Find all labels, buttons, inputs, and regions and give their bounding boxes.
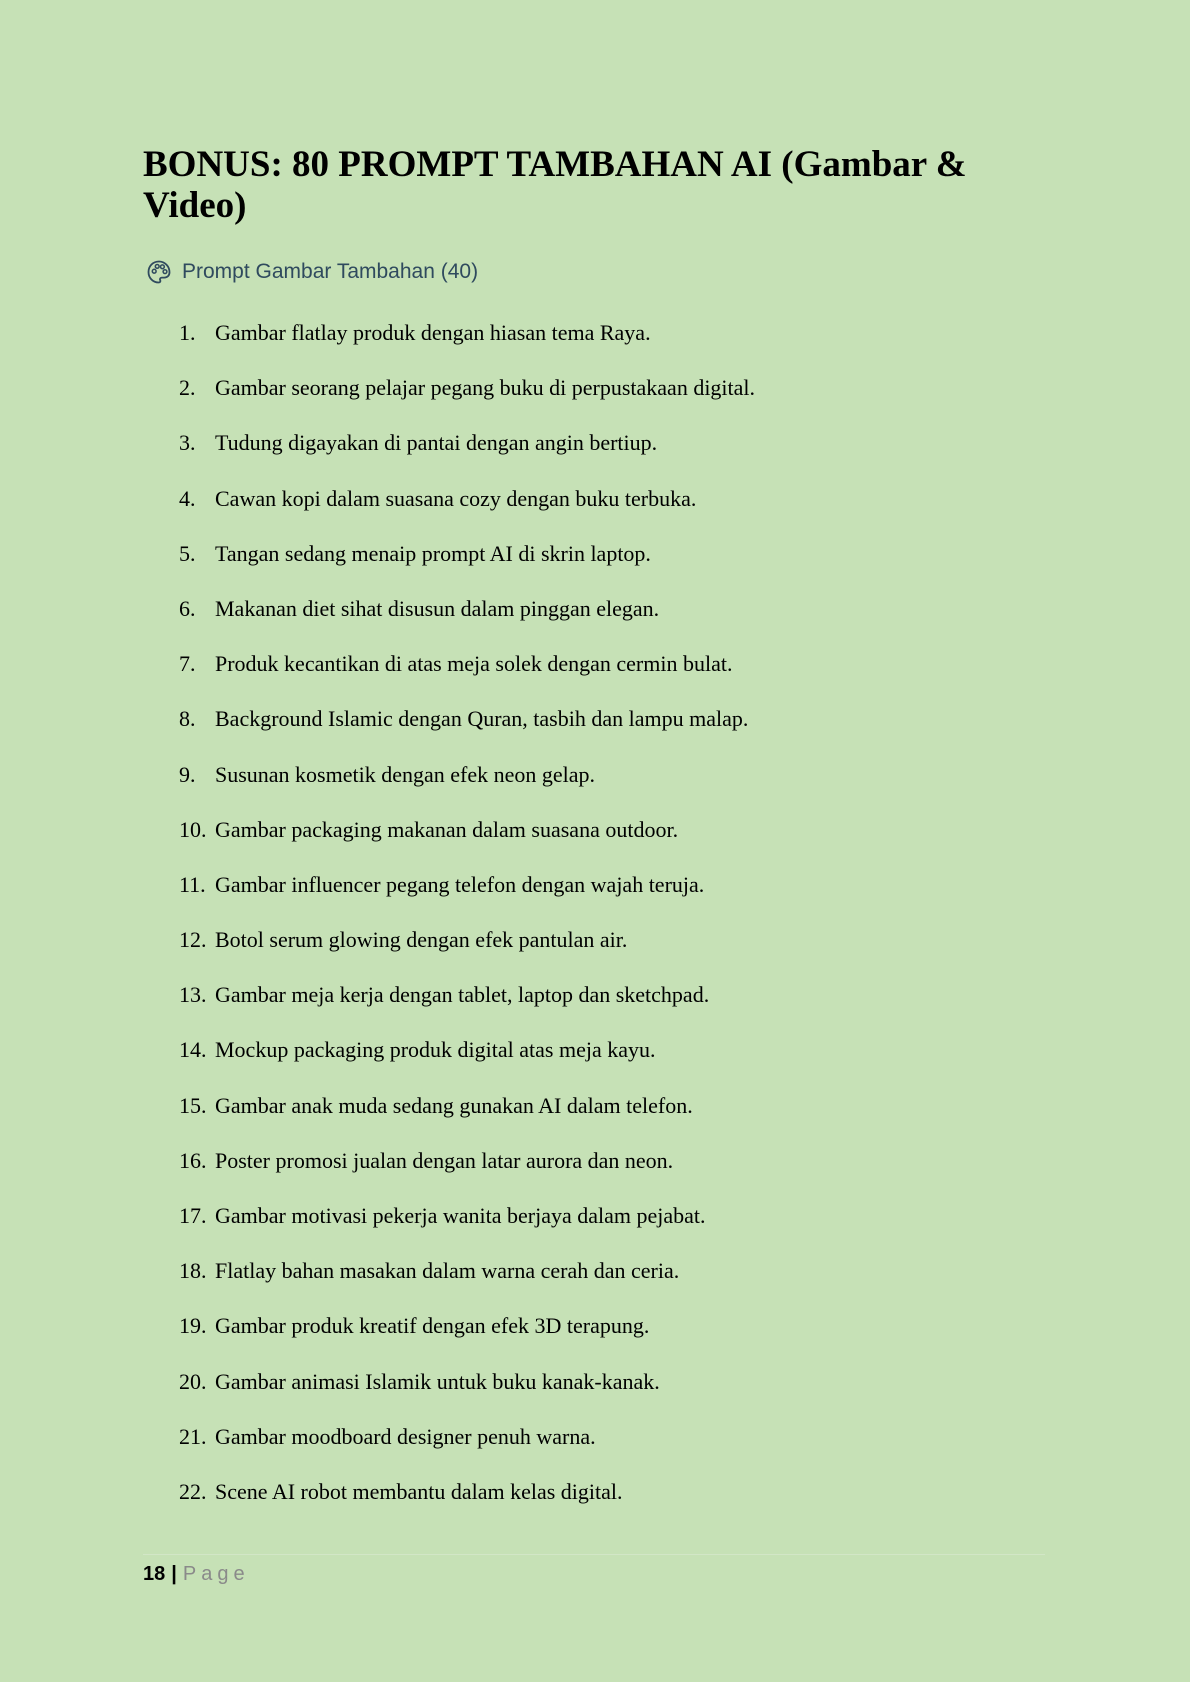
list-item-text: Gambar flatlay produk dengan hiasan tema Raya. xyxy=(215,320,651,345)
list-item-text: Gambar packaging makanan dalam suasana outdoor. xyxy=(215,816,679,842)
list-item-number: 20. xyxy=(179,1368,207,1394)
list-item-number: 8. xyxy=(179,706,196,732)
page-label: Page xyxy=(182,1563,250,1585)
list-item-number: 18. xyxy=(179,1258,207,1284)
list-item-number: 19. xyxy=(179,1313,207,1339)
list-item-number: 22. xyxy=(179,1478,207,1504)
list-item-text: Tangan sedang menaip prompt AI di skrin laptop. xyxy=(215,540,651,566)
list-item-number: 16. xyxy=(179,1147,207,1173)
footer-separator: | xyxy=(171,1563,177,1585)
section-subheading xyxy=(146,259,478,285)
list-item-number: 5. xyxy=(179,540,196,566)
list-item-number: 15. xyxy=(179,1092,207,1118)
list-item-number: 4. xyxy=(179,485,196,511)
list-item-number: 2. xyxy=(179,375,196,401)
list-item-text: Poster promosi jualan dengan latar aurora dan neon. xyxy=(215,1147,674,1173)
list-item-number: 14. xyxy=(179,1037,207,1063)
list-item-text: Gambar influencer pegang telefon dengan wajah teruja. xyxy=(215,871,705,897)
list-item-number: 12. xyxy=(179,927,207,953)
list-item-number: 11. xyxy=(179,871,206,897)
list-item-text: Scene AI robot membantu dalam kelas digital. xyxy=(215,1478,623,1504)
page-number: 18 xyxy=(143,1563,166,1585)
page-footer xyxy=(143,1560,250,1588)
list-item-text: Tudung digayakan di pantai dengan angin bertiup. xyxy=(215,430,658,456)
list-item-number: 9. xyxy=(179,761,196,787)
list-item-number: 3. xyxy=(179,430,196,456)
list-item-number: 1. xyxy=(179,320,196,345)
list-item-text: Botol serum glowing dengan efek pantulan air. xyxy=(215,927,628,953)
list-item-text: Background Islamic dengan Quran, tasbih dan lampu malap. xyxy=(215,706,749,732)
list-item-number: 7. xyxy=(179,651,196,677)
list-item-text: Gambar meja kerja dengan tablet, laptop dan sketchpad. xyxy=(215,982,710,1008)
footer-divider xyxy=(143,1554,1045,1555)
list-item-text: Cawan kopi dalam suasana cozy dengan buku terbuka. xyxy=(215,485,697,511)
list-item-number: 10. xyxy=(179,816,207,842)
list-item-number: 6. xyxy=(179,595,196,621)
list-item-text: Makanan diet sihat disusun dalam pinggan elegan. xyxy=(215,595,660,621)
list-item-number: 17. xyxy=(179,1203,207,1228)
list-item-text: Gambar seorang pelajar pegang buku di perpustakaan digital. xyxy=(215,375,756,401)
page-title: BONUS: 80 PROMPT TAMBAHAN AI (Gambar & Video) xyxy=(143,144,967,226)
list-item-text: Gambar moodboard designer penuh warna. xyxy=(215,1423,596,1449)
palette-icon xyxy=(146,259,172,285)
list-item-text: Gambar anak muda sedang gunakan AI dalam telefon. xyxy=(215,1092,693,1118)
list-item-text: Gambar animasi Islamik untuk buku kanak-kanak. xyxy=(215,1368,660,1394)
list-item-number: 21. xyxy=(179,1423,207,1449)
list-item-text: Gambar motivasi pekerja wanita berjaya dalam pejabat. xyxy=(215,1203,706,1228)
list-item-text: Flatlay bahan masakan dalam warna cerah dan ceria. xyxy=(215,1258,680,1284)
list-item-text: Susunan kosmetik dengan efek neon gelap. xyxy=(215,761,596,787)
list-item-number: 13. xyxy=(179,982,207,1008)
list-item-text: Mockup packaging produk digital atas meja kayu. xyxy=(215,1037,656,1063)
list-item-text: Gambar produk kreatif dengan efek 3D terapung. xyxy=(215,1313,650,1339)
list-item-text: Produk kecantikan di atas meja solek dengan cermin bulat. xyxy=(215,651,733,677)
subheading-text: Prompt Gambar Tambahan (40) xyxy=(182,260,479,283)
